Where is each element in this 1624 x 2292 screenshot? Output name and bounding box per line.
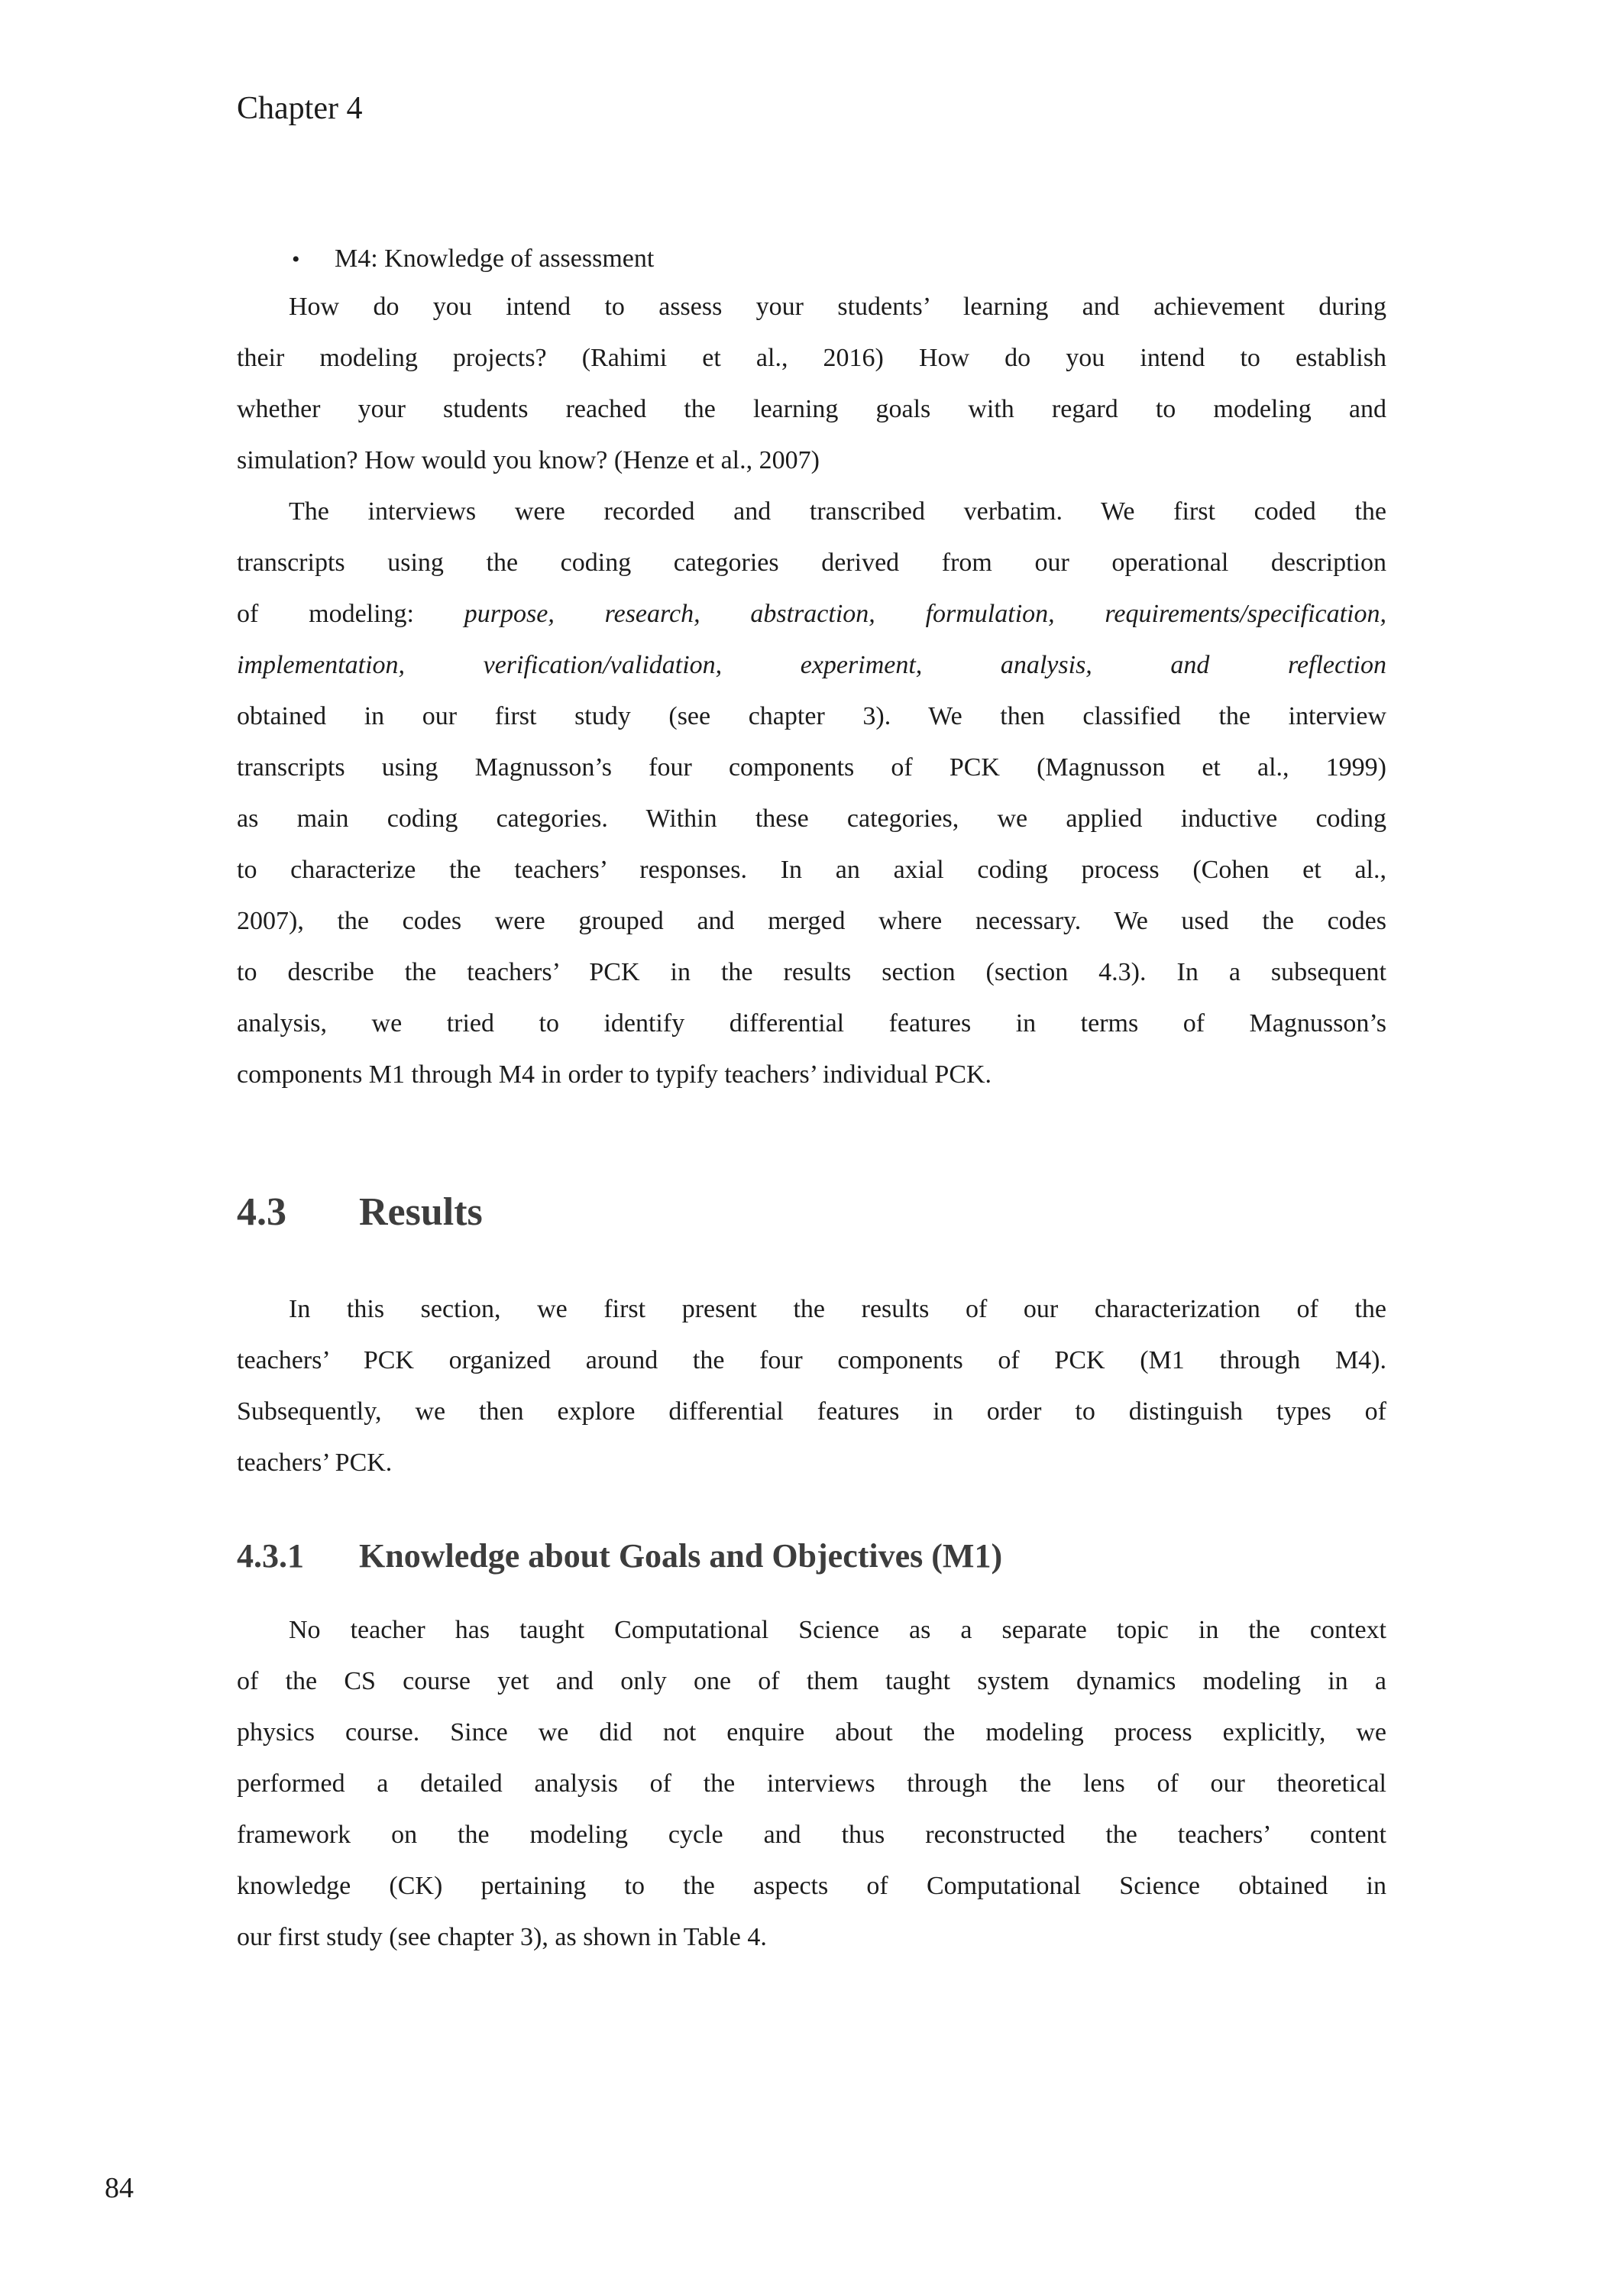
text-line: No teacher has taught Computational Science as a separate topic in the context [289, 1616, 1386, 1644]
text-line: of the CS course yet and only one of them taught system dynamics modeling in a [237, 1667, 1386, 1695]
page-number: 84 [105, 2172, 134, 2204]
section-title: Results [359, 1190, 483, 1234]
text-line: implementation, verification/validation, experiment, analysis, and reflection [237, 651, 1386, 679]
paragraph-assessment-questions [237, 281, 1386, 486]
text-line: Subsequently, we then explore differential features in order to distinguish types of [237, 1397, 1386, 1426]
text-line: obtained in our first study (see chapter 3). We then classified the interview [237, 702, 1386, 730]
paragraph-m1-findings [237, 1604, 1386, 1963]
text-line: transcripts using the coding categories derived from our operational description [237, 549, 1386, 577]
text-line: to describe the teachers’ PCK in the results section (section 4.3). In a subsequent [237, 958, 1386, 986]
text-line: their modeling projects? (Rahimi et al., 2016) How do you intend to establish [237, 344, 1386, 372]
text-line: In this section, we first present the results of our characterization of the [289, 1295, 1386, 1323]
paragraph-results-intro [237, 1284, 1386, 1488]
text-line: as main coding categories. Within these categories, we applied inductive coding [237, 804, 1386, 833]
text-line: components M1 through M4 in order to typify teachers’ individual PCK. [237, 1060, 992, 1089]
bullet-item-text: M4: Knowledge of assessment [335, 244, 655, 273]
text-line: transcripts using Magnusson’s four components of PCK (Magnusson et al., 1999) [237, 753, 1386, 782]
subsection-title: Knowledge about Goals and Objectives (M1) [359, 1537, 1003, 1575]
text-line: of modeling: purpose, research, abstraction, formulation, requirements/specification, [237, 600, 1387, 628]
text-line: How do you intend to assess your students’ learning and achievement during [289, 293, 1386, 321]
paragraph-coding-method [237, 486, 1386, 1100]
text-line: simulation? How would you know? (Henze et al., 2007) [237, 446, 820, 474]
text-line: whether your students reached the learning goals with regard to modeling and [237, 395, 1386, 423]
section-number: 4.3 [237, 1190, 286, 1234]
text-line: framework on the modeling cycle and thus reconstructed the teachers’ content [237, 1821, 1386, 1849]
bullet-list-item [237, 233, 1386, 285]
text-line: 2007), the codes were grouped and merged where necessary. We used the codes [237, 907, 1386, 935]
text-line: our first study (see chapter 3), as shown in Table 4. [237, 1923, 767, 1951]
text-line: analysis, we tried to identify differential features in terms of Magnusson’s [237, 1009, 1386, 1038]
text-line: physics course. Since we did not enquire about the modeling process explicitly, we [237, 1718, 1386, 1747]
bullet-marker: • [292, 247, 300, 272]
text-line: to characterize the teachers’ responses. In an axial coding process (Cohen et al., [237, 856, 1386, 884]
text-line: teachers’ PCK organized around the four components of PCK (M1 through M4). [237, 1346, 1386, 1374]
text-line: teachers’ PCK. [237, 1449, 393, 1477]
section-heading-results [237, 1190, 483, 1235]
subsection-heading-m1 [237, 1537, 1002, 1575]
subsection-number: 4.3.1 [237, 1537, 304, 1575]
text-line: performed a detailed analysis of the interviews through the lens of our theoretical [237, 1769, 1386, 1798]
running-header: Chapter 4 [237, 91, 363, 126]
text-line: knowledge (CK) pertaining to the aspects of Computational Science obtained in [237, 1872, 1386, 1900]
text-line: The interviews were recorded and transcribed verbatim. We first coded the [289, 497, 1386, 526]
